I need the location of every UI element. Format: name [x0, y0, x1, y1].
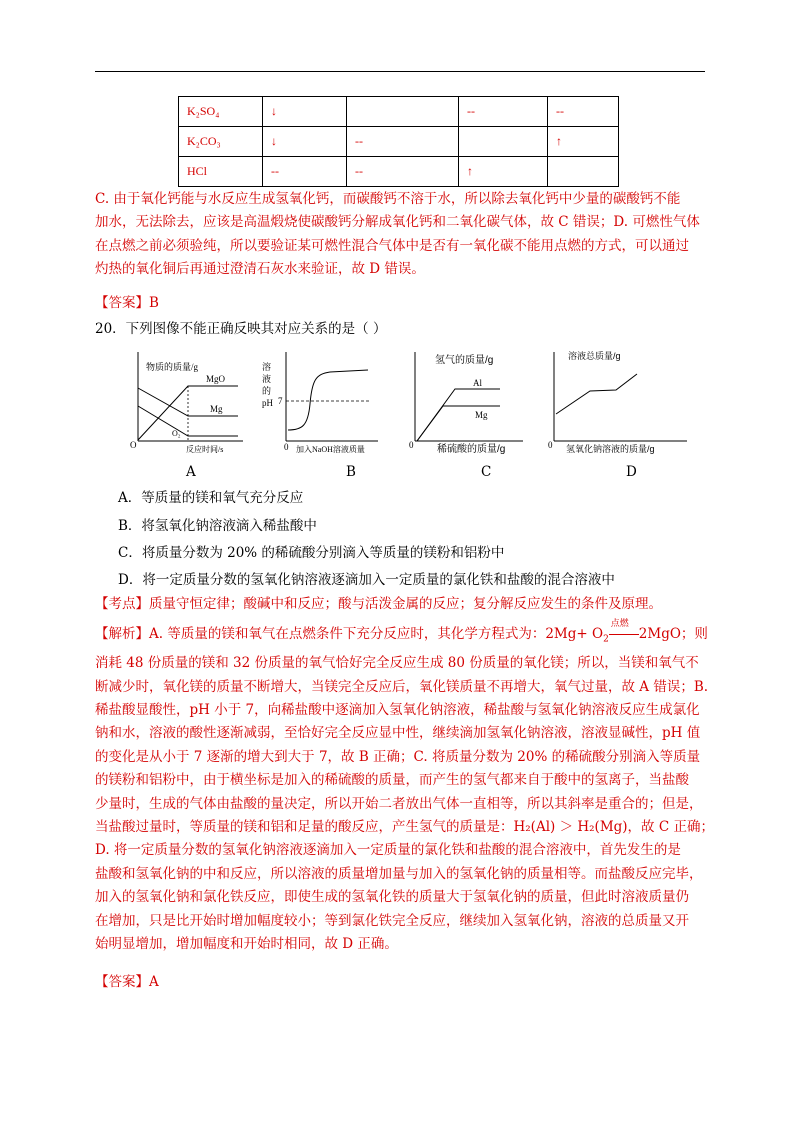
mg-line: [417, 406, 500, 441]
al-label: Al: [473, 378, 482, 388]
x-axis-label: 加入NaOH溶液质量: [296, 445, 365, 454]
o2-label: O₂: [172, 429, 181, 438]
solution-mass-line: [556, 374, 637, 414]
table-row: [179, 127, 619, 157]
table-cell: ↓: [263, 97, 347, 127]
jiexi-paragraph: [95, 619, 714, 956]
row-label: K₂CO₃: [179, 127, 263, 157]
answer-1: 【答案】B: [95, 295, 159, 311]
y-axis-label: 溶液总质量/g: [568, 351, 621, 361]
figure-b-graph: [258, 346, 383, 454]
figure-a-caption: A: [186, 464, 196, 480]
origin-label: O: [130, 440, 137, 450]
header-rule: [95, 71, 705, 72]
option-c: C．将质量分数为 20% 的稀硫酸分别滴入等质量的镁粉和铝粉中: [118, 545, 505, 561]
table-cell: [347, 97, 459, 127]
figure-c-graph: [405, 346, 530, 454]
y-axis-label-2: 液: [262, 374, 272, 384]
y-axis-label: 物质的质量/g: [146, 362, 199, 372]
text-line: C. 由于氧化钙能与水反应生成氢氧化钙，而碳酸钙不溶于水，所以除去氧化钙中少量的碳酸钙不能: [95, 191, 681, 207]
answer-2: 【答案】A: [95, 974, 159, 990]
text-line: 在增加，只是比开始时增加幅度较小；等到氯化铁完全反应，继续加入氢氧化钠，溶液的总质量又开: [95, 912, 689, 929]
al-line: [417, 389, 500, 441]
origin-label: 0: [548, 440, 553, 450]
reaction-condition: [609, 619, 639, 646]
text-line: D. 将一定质量分数的氢氧化钠溶液逐滴加入一定质量的氯化铁和盐酸的混合溶液中，首先发生的是: [95, 842, 681, 859]
table-cell: --: [347, 157, 459, 187]
origin-label: 0: [409, 440, 414, 450]
option-d: D．将一定质量分数的氢氧化钠溶液逐滴加入一定质量的氯化铁和盐酸的混合溶液中: [118, 572, 615, 588]
text-line: 消耗 48 份质量的镁和 32 份质量的氧气恰好完全反应生成 80 份质量的氧化镁；所以，当镁和氧气不: [95, 655, 699, 672]
text-line: 在点燃之前必须验纯，所以要验证某可燃性混合气体中是否有一氧化碳不能用点燃的方式，可以通过: [95, 237, 689, 254]
table-cell: [459, 127, 548, 157]
table-cell: ↑: [459, 157, 548, 187]
x-axis-label: 氢氧化钠溶液的质量/g: [566, 444, 655, 454]
figure-a-graph: [128, 346, 248, 454]
reaction-table: [178, 96, 619, 187]
text-line: 灼热的氧化铜后再通过澄清石灰水来验证，故 D 错误。: [95, 261, 425, 278]
table-row: [179, 157, 619, 187]
figure-c-caption: C: [481, 464, 492, 480]
table-cell: ↑: [548, 127, 619, 157]
condition-label: 点燃: [610, 619, 629, 629]
text-line: 加入的氢氧化钠和氯化铁反应，即使生成的氢氧化铁的质量大于氢氧化钠的质量，但此时溶液质量仍: [95, 889, 689, 906]
mg-label: Mg: [475, 410, 488, 420]
text-line: 当盐酸过量时，等质量的镁和铝和足量的酸反应，产生氢气的质量是：H₂(Al) ＞ H₂(Mg)，故 C 正确；: [95, 818, 714, 835]
text-line: 加水，无法除去，应该是高温煅烧使碳酸钙分解成氧化钙和二氧化碳气体，故 C 错误；D. 可燃性气体: [95, 214, 700, 231]
text-line: 的变化是从小于 7 逐渐的增大到大于 7，故 B 正确；C. 将质量分数为 20% 的稀硫酸分别滴入等质量: [95, 748, 701, 765]
figure-d-graph: [542, 346, 692, 454]
table-cell: --: [548, 97, 619, 127]
question-20: 20．下列图像不能正确反映其对应关系的是（ ）: [95, 321, 387, 337]
table-cell: ↓: [263, 127, 347, 157]
ph-curve: [288, 370, 368, 430]
text-line: 断减少时，氧化镁的质量不断增大，当镁完全反应后，氧化镁质量不再增大，氧气过量，故 A 错误；B.: [95, 678, 709, 695]
text-line: 钠和水，溶液的酸性逐渐减弱，至恰好完全反应显中性，继续滴加氢氧化钠溶液，溶液显碱性，pH 值: [95, 725, 701, 742]
mg-label: Mg: [210, 404, 223, 414]
analysis-c-paragraph: [95, 188, 710, 282]
text-line: 少量时，生成的气体由盐酸的量决定，所以开始二者放出气体一直相等，所以其斜率是重合的；但是，: [95, 795, 703, 812]
y-axis-label: 氢气的质量/g: [435, 355, 494, 366]
ph7-label: 7: [278, 396, 283, 406]
text-line: 盐酸和氢氧化钠的中和反应，所以溶液的质量增加量与加入的氢氧化钠的质量相等。而盐酸反应完毕，: [95, 865, 703, 882]
text-line: 的镁粉和铝粉中，由于横坐标是加入的稀硫酸的质量，而产生的氢气都来自于酸中的氢离子，当盐酸: [95, 772, 689, 789]
text-line: 始明显增加，增加幅度和开始时相同，故 D 正确。: [95, 935, 398, 952]
y-axis-label-3: 的: [262, 386, 272, 396]
table-cell: [548, 157, 619, 187]
figure-d-caption: D: [626, 464, 637, 480]
table-cell: --: [347, 127, 459, 157]
figure-b-caption: B: [346, 464, 356, 480]
x-axis-label: 稀硫酸的质量/g: [437, 444, 506, 454]
x-axis-label: 反应时间/s: [186, 445, 224, 454]
row-label: HCl: [179, 157, 263, 187]
origin-label: 0: [284, 442, 289, 452]
option-a: A．等质量的镁和氧气充分反应: [118, 490, 304, 506]
table-cell: --: [263, 157, 347, 187]
table-cell: --: [459, 97, 548, 127]
text-line: 【解析】A. 等质量的镁和氧气在点燃条件下充分反应时，其化学方程式为：$2Mg+ O_2$ 点燃 2MgO；则: [95, 623, 710, 652]
text-line: 稀盐酸显酸性，pH 小于 7，向稀盐酸中逐滴加入氢氧化钠溶液，稀盐酸与氢氧化钠溶液反应生成氯化: [95, 701, 700, 718]
y-axis-label-1: 溶: [262, 362, 272, 372]
mgo-label: MgO: [206, 374, 226, 384]
equation-suffix: 2MgO；则: [638, 626, 708, 642]
option-b: B．将氢氧化钠溶液滴入稀盐酸中: [118, 518, 317, 534]
kaodian: 【考点】质量守恒定律；酸碱中和反应；酸与活泼金属的反应；复分解反应发生的条件及原理。: [95, 596, 662, 612]
table-row: [179, 97, 619, 127]
row-label: K₂SO₄: [179, 97, 263, 127]
equation-prefix: 【解析】A. 等质量的镁和氧气在点燃条件下充分反应时，其化学方程式为：2Mg+ O: [95, 626, 604, 642]
y-axis-label-4: pH: [262, 398, 273, 408]
